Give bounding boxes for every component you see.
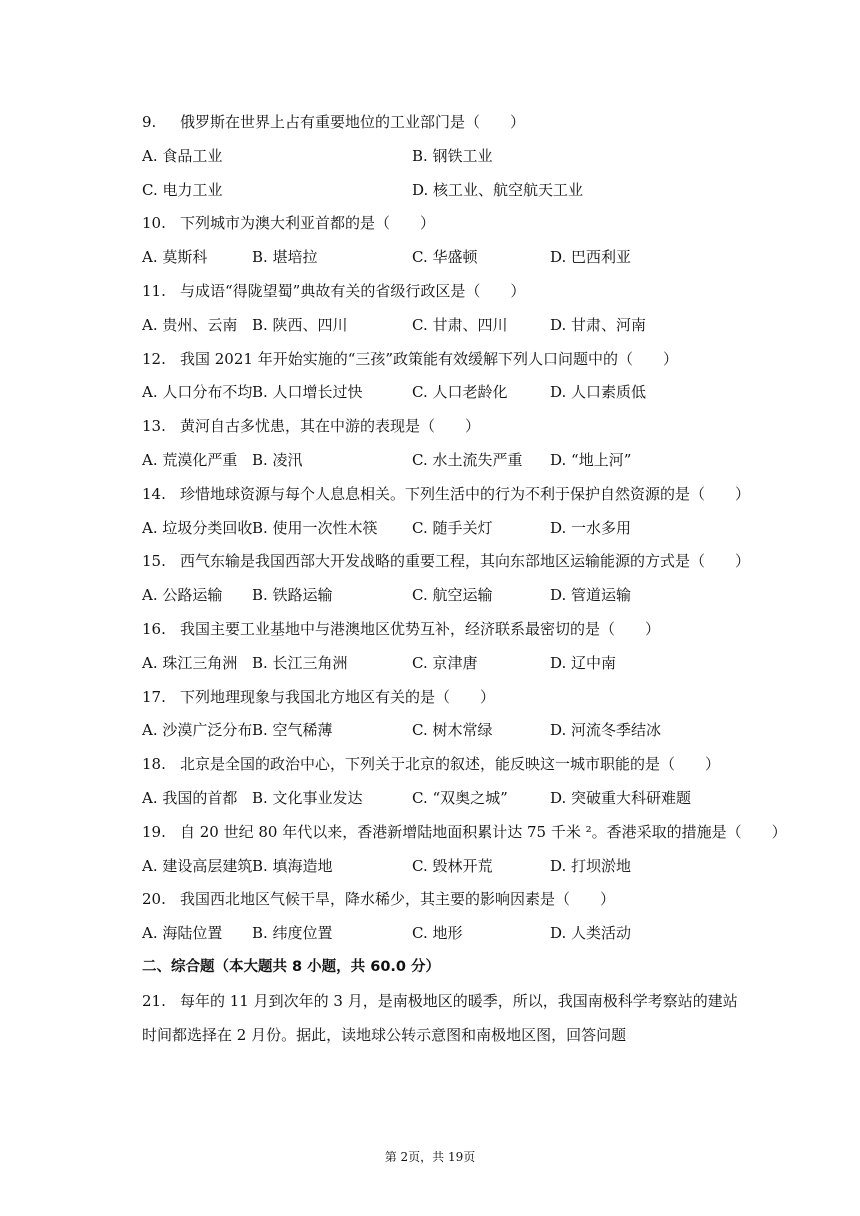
question-stem [142,484,750,504]
option-choice[interactable]: A. 公路运输 [142,586,223,605]
question-number: 14. [142,484,166,503]
question-text: 下列城市为澳大利亚首都的是（ ） [180,214,436,233]
question-text: 我国西北地区气候干旱，降水稀少，其主要的影响因素是（ ） [180,890,616,909]
question-number: 18. [142,755,166,774]
option-choice[interactable]: D. 河流冬季结冰 [550,721,662,740]
question-number: 21. [142,991,166,1010]
question-text: 我国主要工业基地中与港澳地区优势互补，经济联系最密切的是（ ） [180,620,661,638]
option-choice[interactable]: A. 食品工业 [142,146,223,165]
option-choice[interactable]: C. 水土流失严重 [412,451,523,469]
question-stem [142,889,615,909]
question-stem [142,619,660,639]
option-choice[interactable]: B. 堪培拉 [252,248,318,267]
option-choice[interactable]: C. 毁林开荒 [412,856,493,875]
question-number: 11. [142,282,166,300]
question-text: 珍惜地球资源与每个人息息相关。下列生活中的行为不利于保护自然资源的是（ ） [180,484,751,503]
question-stem [142,281,525,301]
question-text: 黄河自古多忧患，其在中游的表现是（ ） [180,417,481,436]
question-text: 西气东输是我国西部大开发战略的重要工程，其向东部地区运输能源的方式是（ ） [180,552,751,571]
option-choice[interactable]: C. 地形 [412,924,463,943]
question-number: 20. [142,890,166,909]
option-choice[interactable]: C. “双奥之城” [412,789,508,807]
option-choice[interactable]: B. 人口增长过快 [252,383,363,402]
option-choice[interactable]: D. 管道运输 [550,586,632,605]
question-number: 9. [142,113,157,131]
question-number: 16. [142,620,166,638]
option-choice[interactable]: C. 航空运输 [412,586,493,605]
option-choice[interactable]: A. 珠江三角洲 [142,653,238,672]
option-choice[interactable]: B. 铁路运输 [252,586,333,605]
question-21 [142,984,750,1052]
question-stem [142,112,525,132]
option-choice[interactable]: C. 随手关灯 [412,518,493,537]
option-choice[interactable]: A. 我国的首都 [142,789,238,807]
option-choice[interactable]: D. 打坝淤地 [550,856,632,875]
option-choice[interactable]: A. 贵州、云南 [142,315,238,334]
question-number: 19. [142,822,166,841]
option-choice[interactable]: A. 建设高层建筑 [142,856,253,875]
option-choice[interactable]: B. 填海造地 [252,856,333,875]
option-choice[interactable]: A. 垃圾分类回收 [142,518,253,537]
question-text: 每年的 11 月到次年的 3 月，是南极地区的暖季，所以，我国南极科学考察站的建站时间都选择在 2 月份。据此，读地球公转示意图和南极地区图，回答问题 [142,991,738,1044]
option-choice[interactable]: B. 凌汛 [252,451,303,469]
question-text: 与成语“得陇望蜀”典故有关的省级行政区是（ ） [180,282,526,300]
option-choice[interactable]: B. 空气稀薄 [252,721,333,740]
option-choice[interactable]: C. 树木常绿 [412,721,493,740]
question-text: 自 20 世纪 80 年代以来，香港新增陆地面积累计达 75 千米 ²。香港采取的措施是（ ） [180,822,787,841]
question-stem [142,349,678,369]
question-stem [142,416,480,436]
question-number: 12. [142,349,166,368]
option-choice[interactable]: B. 使用一次性木筷 [252,518,378,537]
question-text: 北京是全国的政治中心，下列关于北京的叙述，能反映这一城市职能的是（ ） [180,755,721,774]
option-choice[interactable]: C. 华盛顿 [412,248,478,267]
option-choice[interactable]: A. 海陆位置 [142,924,223,943]
option-choice[interactable]: C. 甘肃、四川 [412,315,508,334]
question-stem [142,822,787,842]
question-number: 10. [142,214,166,233]
question-stem [142,754,720,774]
question-stem [142,213,435,233]
option-choice[interactable]: D. 巴西利亚 [550,248,632,267]
option-choice[interactable]: B. 长江三角洲 [252,653,348,672]
question-number: 13. [142,417,166,436]
question-number: 15. [142,552,166,571]
question-number: 17. [142,687,166,706]
option-choice[interactable]: D. 人口素质低 [550,383,647,402]
option-choice[interactable]: C. 电力工业 [142,180,223,199]
option-choice[interactable]: D. “地上河” [550,451,632,469]
option-choice[interactable]: A. 人口分布不均 [142,383,253,402]
option-choice[interactable]: B. 纬度位置 [252,924,333,943]
option-choice[interactable]: D. 辽中南 [550,653,617,672]
option-choice[interactable]: C. 人口老龄化 [412,383,508,402]
option-choice[interactable]: A. 莫斯科 [142,248,208,267]
section-heading: 二、综合题（本大题共 8 小题，共 60.0 分） [142,959,441,975]
question-text: 我国 2021 年开始实施的“三孩”政策能有效缓解下列人口问题中的（ ） [180,349,679,368]
option-choice[interactable]: D. 甘肃、河南 [550,315,647,334]
option-choice[interactable]: C. 京津唐 [412,653,478,672]
question-stem [142,687,495,707]
option-choice[interactable]: D. 一水多用 [550,518,632,537]
option-choice[interactable]: D. 突破重大科研难题 [550,789,692,807]
page-footer: 第 2页，共 19页 [384,1150,476,1164]
option-choice[interactable]: B. 钢铁工业 [412,146,493,165]
option-choice[interactable]: B. 陕西、四川 [252,315,348,334]
option-choice[interactable]: D. 人类活动 [550,924,632,943]
option-choice[interactable]: B. 文化事业发达 [252,789,363,807]
option-choice[interactable]: A. 沙漠广泛分布 [142,721,253,740]
option-choice[interactable]: A. 荒漠化严重 [142,451,238,469]
option-choice[interactable]: D. 核工业、航空航天工业 [412,180,584,199]
question-text: 俄罗斯在世界上占有重要地位的工业部门是（ ） [180,113,526,131]
question-stem [142,551,750,571]
question-text: 下列地理现象与我国北方地区有关的是（ ） [180,687,496,706]
